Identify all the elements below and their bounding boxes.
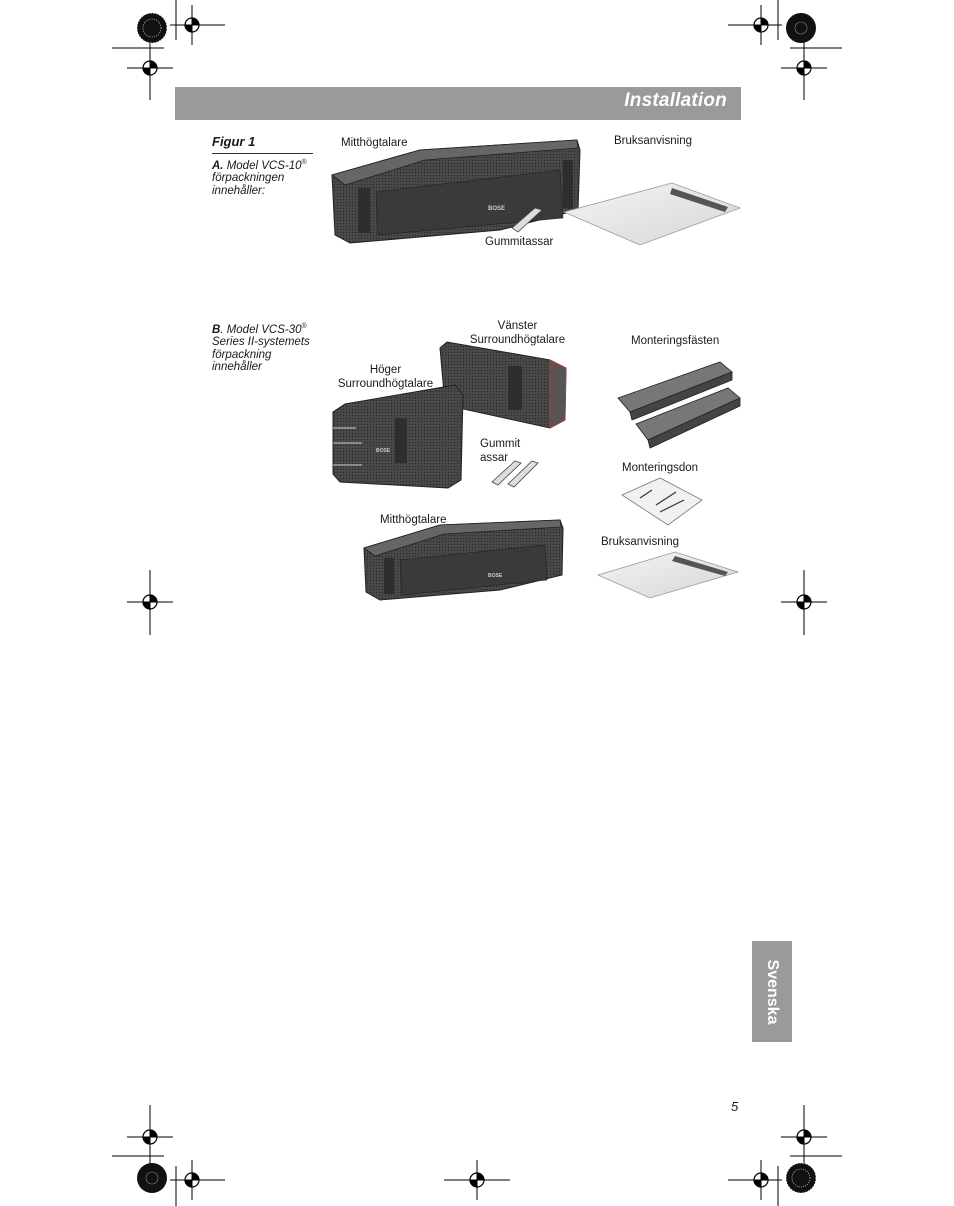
caption-a-reg: ® <box>301 159 307 166</box>
section-title: Installation <box>624 90 727 111</box>
label-manual-a: Bruksanvisning <box>614 135 692 147</box>
caption-b-model: . Model VCS-30 <box>220 323 302 336</box>
language-tab-label: Svenska <box>764 959 781 1024</box>
page-number: 5 <box>731 1099 739 1114</box>
mounting-hardware <box>622 478 702 525</box>
right-surround-speaker <box>333 385 463 488</box>
label-manual-b: Bruksanvisning <box>601 536 679 548</box>
svg-text:BOSE: BOSE <box>376 448 391 454</box>
center-speaker-a <box>332 140 580 243</box>
label-left-surround: Vänster Surroundhögtalare <box>469 320 566 346</box>
caption-b-reg: ® <box>301 323 307 330</box>
svg-text:BOSE: BOSE <box>488 206 506 212</box>
label-mounting-hardware: Monteringsdon <box>622 462 699 474</box>
center-speaker-b <box>364 520 563 600</box>
mounting-brackets <box>618 362 740 448</box>
caption-b-letter: B <box>212 323 221 336</box>
owners-manual-a <box>564 183 740 245</box>
figure-title: Figur 1 <box>212 134 256 149</box>
caption-a-rest: förpackningen innehåller: <box>212 172 285 197</box>
label-center-speaker-a: Mitthögtalare <box>341 137 408 149</box>
label-rubber-feet-b: Gummit assar <box>480 438 521 464</box>
language-tab <box>752 941 792 1042</box>
caption-a-model: Model VCS-10 <box>226 159 302 172</box>
svg-text:BOSE: BOSE <box>488 573 503 579</box>
label-mounting-brackets: Monteringsfästen <box>631 335 720 347</box>
caption-a-letter: A. <box>212 159 224 172</box>
label-right-surround: Höger Surroundhögtalare <box>337 364 434 390</box>
owners-manual-b <box>598 552 738 598</box>
caption-b-rest: Series II-systemets förpackning innehåller <box>212 336 310 374</box>
label-rubber-feet-a: Gummitassar <box>485 236 554 248</box>
label-center-speaker-b: Mitthögtalare <box>380 514 447 526</box>
